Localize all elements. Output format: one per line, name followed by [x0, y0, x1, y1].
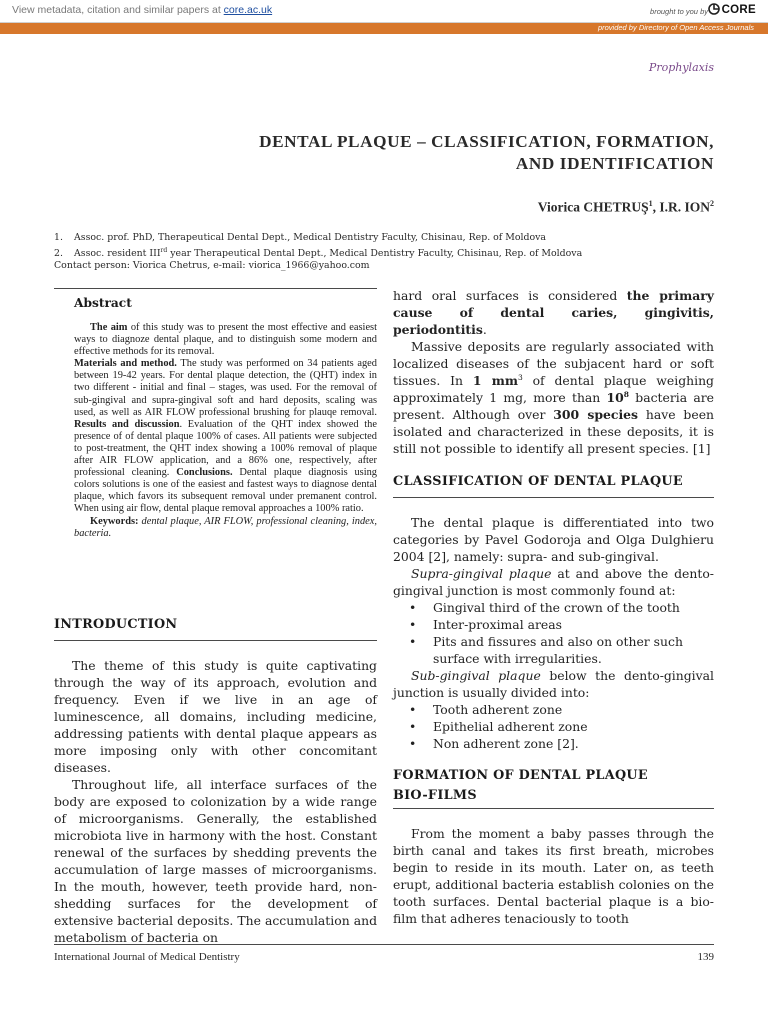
- abstract-text: The aim of this study was to present the most effective and easiest ways to diagnoze dental plaque, and to distinguish some modern and effective methods for its removal. Materials and method. The study was performed on 34 patients aged between 19-42 years. For dental plaque detection, the (QHT) index in two different - initial and final – stages, was used. For the removal of sub-gingival and supra-gingival soft and hard deposits, scaling was used, as well as AIR FLOW professional brushing for plauqe removal. Results and discussion. Evaluation of the QHT index showed the presence of of dental plaque 100% of cases. All patients were subjected to post-treatment, the QHT index showing a 100% removal of plaque after AIR FLOW application, and a 86% one, respectively, after professional cleaning. Conclusions. Dental plaque diagnosis using colors solutions is one of the easiest and fastest ways to diagnose dental plaque, which favors its subsequent removal under premanent control. When using air flow, dental plaque removal approaches a 100% ratio. Keywords: dental plaque, AIR FLOW, professional cleaning, index, bacteria.: [74, 322, 377, 539]
- intro-continuation: hard oral surfaces is considered the primary cause of dental caries, gingivitis, periodontitis. Massive deposits are regularly associated with localized diseases of the subjacent hard or soft tissues. In 1 $mm^3$ of dental plaque weighing approximately 1 mg, more than $10^8$ bacteria are present. Although over 300 species have been isolated and characterized in these deposits, it is still not possible to identify all present species. [1]: [393, 288, 715, 456]
- list-item: • Epithelial adherent zone: [409, 718, 714, 735]
- list-item: • Tooth adherent zone: [409, 701, 714, 718]
- classification-rule: [393, 497, 714, 498]
- footer-rule: [54, 944, 714, 945]
- affiliation-2: 2. Assoc. resident IIIrd year Therapeutical Dental Dept., Medical Dentistry Faculty, Chisinau, Rep. of Moldova: [54, 246, 583, 259]
- page-number: 139: [697, 951, 714, 963]
- introduction-text: The theme of this study is quite captivating through the way of its approach, evolution and frequency. Even if we live in an age of luminescence, all domains, including medicine, addressing patients with dental plaque appears as more imposing only with other concomitant diseases. Throughout life, all interface surfaces of the body are exposed to colonization by a wide range of microorganisms. Generally, the established microbiota live in harmony with the host. Constant renewal of the surfaces by shedding prevents the accumulation of large masses of microorganisms. In the mouth, however, teeth provide hard, non-shedding surfaces for the development of extensive bacterial deposits. The accumulation and metabolism of bacteria on: [54, 658, 377, 945]
- formation-heading: FORMATION OF DENTAL PLAQUE BIO-FILMS: [393, 768, 648, 803]
- classification-text: The dental plaque is differentiated into two categories by Pavel Godoroja and Olga Dulghieru 2004 [2], namely: supra- and sub-gingival. Supra-gingival plaque at and above the dento-gingival junction is most commonly found at: • Gingival third of the crown of the tooth • Inter-proximal areas • Pits and fissures and also on other such surface with irregularities. Sub-gingival plaque below the dento-gingival junction is usually divided into: • Tooth adherent zone • Epithelial adherent zone • Non adherent zone [2].: [393, 514, 714, 752]
- affiliations: [54, 232, 714, 273]
- metadata-notice: View metadata, citation and similar papers at core.ac.uk: [12, 4, 273, 16]
- list-item: • Pits and fissures and also on other such surface with irregularities.: [409, 633, 714, 667]
- introduction-heading: INTRODUCTION: [54, 617, 178, 632]
- formation-text: From the moment a baby passes through the birth canal and takes its first breath, microbes begin to reside in its mouth. Later on, as teeth erupt, additional bacteria establish colonies on the tooth surfaces. Dental bacterial plaque is a bio-film that adheres tenaciously to tooth: [393, 826, 714, 926]
- abstract-heading: Abstract: [54, 288, 377, 316]
- section-tag: Prophylaxis: [648, 61, 714, 74]
- list-item: • Inter-proximal areas: [409, 616, 714, 633]
- core-logo[interactable]: CORE: [708, 3, 756, 16]
- supra-gingival-list: [393, 599, 714, 667]
- abstract-box: [54, 288, 377, 540]
- formation-rule: [393, 808, 714, 809]
- list-item: • Gingival third of the crown of the tooth: [409, 599, 714, 616]
- sub-gingival-list: [393, 701, 714, 752]
- classification-heading: CLASSIFICATION OF DENTAL PLAQUE: [393, 474, 683, 489]
- contact-person: Contact person: Viorica Chetrus, e-mail: viorica_1966@yahoo.com: [54, 260, 370, 272]
- list-item: • Non adherent zone [2].: [409, 735, 714, 752]
- core-logo-icon: [708, 3, 720, 15]
- provided-by-text[interactable]: provided by Directory of Open Access Journals: [597, 23, 754, 32]
- journal-name: International Journal of Medical Dentistry: [54, 951, 240, 963]
- provider-bar: [0, 23, 768, 34]
- article-title: DENTAL PLAQUE – CLASSIFICATION, FORMATION, AND IDENTIFICATION: [259, 132, 714, 173]
- author-line: Viorica CHETRUŞ$^1$, I.R. ION$^2$: [537, 199, 714, 215]
- core-link[interactable]: core.ac.uk: [223, 4, 273, 16]
- core-banner: [0, 0, 768, 23]
- affiliation-1: 1. Assoc. prof. PhD, Therapeutical Dental Dept., Medical Dentistry Faculty, Chisinau, Rep. of Moldova: [54, 232, 547, 243]
- introduction-rule: [54, 640, 377, 641]
- brought-to-you-text: brought to you by: [650, 7, 708, 16]
